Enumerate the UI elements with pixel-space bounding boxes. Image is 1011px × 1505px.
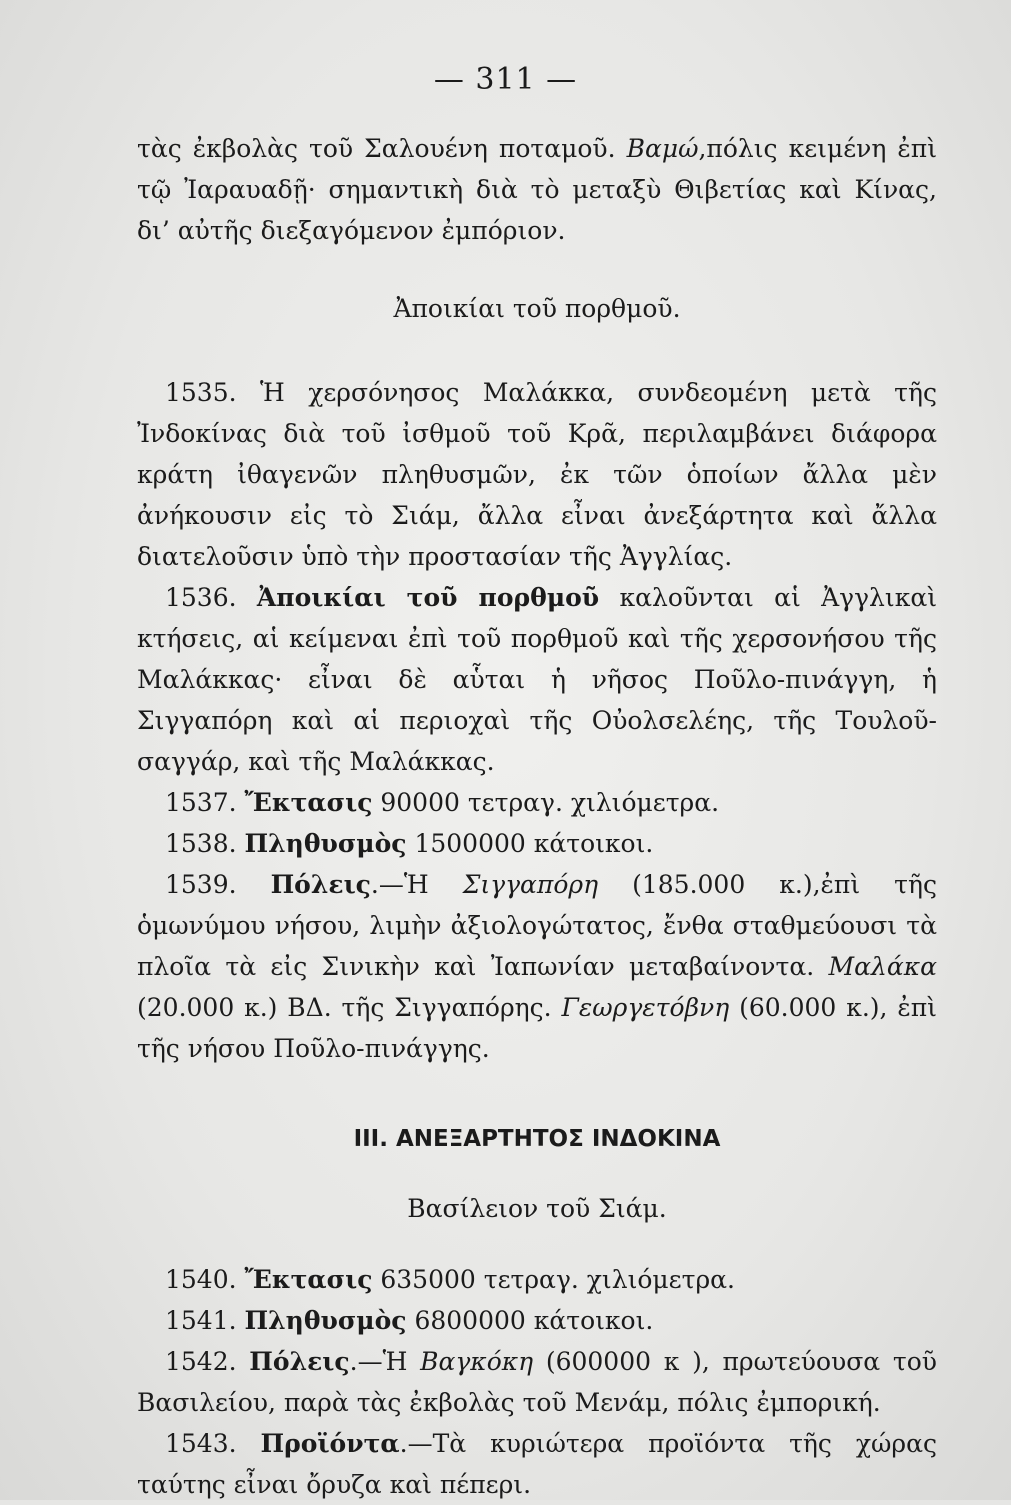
subheading-siam: Βασίλειον τοῦ Σιάμ. [407,1194,667,1223]
paragraph-1537 [137,782,937,823]
bold-term: Πληθυσμὸς [244,829,407,858]
paragraph-number: 1539. [165,870,271,899]
text-run: .—Ἡ [370,870,463,899]
paragraph-1541 [137,1300,937,1341]
text-run: 6800000 κάτοικοι. [406,1306,654,1335]
paragraph-number: 1542. [165,1347,250,1376]
text-run: .—Ἡ [349,1347,421,1376]
bold-term: Πόλεις [270,870,371,899]
italic-place-name: Σιγγαπόρη [462,870,599,899]
paragraph-1539 [137,864,937,1069]
italic-place-name: Βαμώ [626,134,699,163]
text-run: (185.000 κ.),ἐπὶ τῆς ὁμωνύμου νήσου, λιμὴν ἀξιολογώτατος, ἔνθα σταθμεύουσι τὰ πλοῖα τὰ εἰς Σινικὴν καὶ Ἰαπωνίαν μεταβαίνοντα. [137,870,937,981]
text-run: (60.000 κ.), ἐπὶ τῆς νήσου Ποῦλο-πινάγγης. [137,993,937,1063]
italic-place-name: Μαλάκα [828,952,937,981]
paragraph-number: 1540. [165,1265,245,1294]
paragraph-number: 1538. [165,829,245,858]
bold-term: Προϊόντα [260,1429,400,1458]
paragraph-1538 [137,823,937,864]
paragraph-1543 [137,1423,937,1505]
bold-term: Ἔκτασις [244,788,373,817]
text-run: 1500000 κάτοικοι. [406,829,654,858]
paragraph-1542 [137,1341,937,1423]
bold-term: Ἀποικίαι τοῦ πορθμοῦ [256,583,600,612]
text-run: .—Τὰ κυριώτερα προϊόντα τῆς χώρας ταύτης εἶναι ὄρυζα καὶ πέπερι. [137,1429,937,1499]
text-run: ,πόλις κειμένη ἐπὶ τῷ Ἰαραυαδῇ· σημαντικὴ διὰ τὸ μεταξὺ Θιβετίας καὶ Κίνας, δι’ αὐτῆς διεξαγόμενον ἐμπόριον. [137,134,938,245]
text-run: 90000 τετραγ. χιλιόμετρα. [372,788,720,817]
paragraph-1535: 1535. Ἡ χερσόνησος Μαλάκκα, συνδεομένη μετὰ τῆς Ἰνδοκίνας διὰ τοῦ ἰσθμοῦ τοῦ Κρᾶ, περιλαμβάνει διάφορα κράτη ἰθαγενῶν πληθυσμῶν, ἐκ τῶν ὁποίων ἄλλα μὲν ἀνήκουσιν εἰς τὸ Σιάμ, ἄλλα εἶναι ἀνεξάρτητα καὶ ἄλλα διατελοῦσιν ὑπὸ τὴν προστασίαν τῆς Ἀγγλίας. [137,378,937,571]
paragraph-top [137,128,937,251]
italic-place-name: Βαγκόκη [420,1347,534,1376]
section-title: ΙΙΙ. ΑΝΕΞΑΡΤΗΤΟΣ ΙΝΔΟΚΙΝΑ [353,1126,721,1152]
text-run: 635000 τετραγ. χιλιόμετρα. [372,1265,735,1294]
paragraph-1540 [137,1259,937,1300]
italic-place-name: Γεωργετόβνη [561,993,730,1022]
text-run: (600000 κ ), πρωτεύουσα τοῦ Βασιλείου, παρὰ τὰς ἐκβολὰς τοῦ Μενάμ, πόλις ἐμπορική. [137,1347,937,1417]
page-body [137,128,937,1505]
paragraph-number: 1543. [165,1429,261,1458]
bold-term: Πληθυσμὸς [244,1306,407,1335]
paragraph-1536 [137,577,937,782]
bold-term: Ἔκτασις [244,1265,373,1294]
page-number: — 311 — [433,62,578,97]
text-run: (20.000 κ.) ΒΔ. τῆς Σιγγαπόρης. [137,993,562,1022]
subheading-colonies: Ἀποικίαι τοῦ πορθμοῦ. [393,294,681,323]
paragraph-number: 1536. [165,583,257,612]
bold-term: Πόλεις [249,1347,350,1376]
paragraph-number: 1541. [165,1306,245,1335]
text-run: καλοῦνται αἱ Ἀγγλικαὶ κτήσεις, αἱ κείμεναι ἐπὶ τοῦ πορθμοῦ καὶ τῆς χερσονήσου τῆς Μαλάκκας· εἶναι δὲ αὗται ἡ νῆσος Ποῦλο-πινάγγη, ἡ Σιγγαπόρη καὶ αἱ περιοχαὶ τῆς Οὐολσελέης, τῆς Τουλοῦ-σαγγάρ, καὶ τῆς Μαλάκκας. [137,583,937,776]
text-run: τὰς ἐκβολὰς τοῦ Σαλουένη ποταμοῦ. [137,134,627,163]
paragraph-number: 1537. [165,788,245,817]
